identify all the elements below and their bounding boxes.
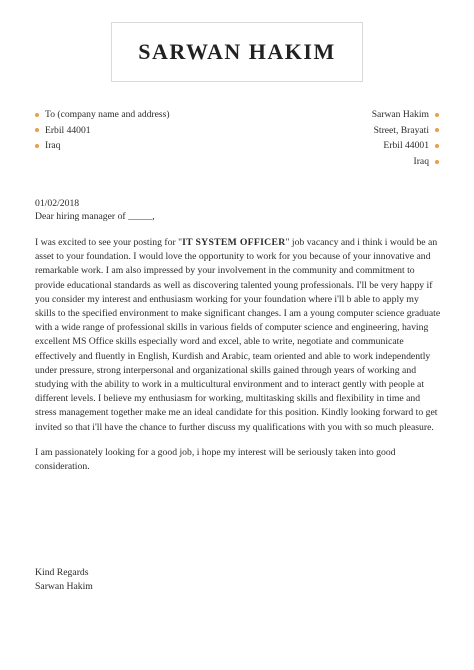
signature-name: Sarwan Hakim (35, 581, 93, 593)
letter-date: 01/02/2018 (35, 198, 80, 209)
bullet-dot-icon (435, 144, 439, 148)
signoff: Kind Regards (35, 567, 89, 578)
letter-signoff-block (35, 566, 441, 594)
bullet-dot-icon (35, 128, 39, 132)
bullet-dot-icon (435, 160, 439, 164)
letter-paragraph-closing: I am passionately looking for a good job, i hope my interest will be seriously taken into good consideration. (35, 447, 396, 473)
sender-line (372, 138, 439, 154)
recipient-line (35, 123, 170, 139)
sender-street: Street, Brayati (373, 124, 429, 136)
name-header (111, 22, 363, 82)
recipient-country: Iraq (45, 140, 61, 152)
recipient-line (35, 138, 170, 154)
sender-address (372, 107, 439, 169)
applicant-name: SARWAN HAKIM (138, 39, 336, 64)
sender-line (372, 123, 439, 139)
sender-city: Erbil 44001 (383, 140, 429, 152)
bullet-dot-icon (35, 113, 39, 117)
sender-line (372, 107, 439, 123)
recipient-line (35, 107, 170, 123)
paragraph-text: I was excited to see your posting for " (35, 237, 183, 248)
bullet-dot-icon (435, 128, 439, 132)
recipient-city: Erbil 44001 (45, 124, 91, 136)
recipient-company: To (company name and address) (45, 109, 170, 120)
letter-greeting: Dear hiring manager of _____, (35, 211, 155, 222)
paragraph-text: " job vacancy and i think i would be an asset to your foundation. I would love the opportunity to work for you because of your innovative and remarkable work. I am also impressed by your involvement in the community and commitment to provide educational standards as well as discovering talented young professionals. I'll be very happy if you consider my interest and enthusiasm working for your foundation where i'll b able to apply my skills to the specified environment to make significant changes. I am a young computer science graduate with a wide range of professional skills in various fields of computer science and engineering, having excellent MS Office skills especially word and excel, able to write, negotiate and communicate effectively and fluently in English, Kurdish and Arabic, team oriented and able to work independently under pressure, strong interpersonal and organizational skills gained through years of working and studying with the ability to work in a multicultural environment and to interact gently with people at different levels. I believe my enthusiasm for working, multitasking skills and flexibility in time and stress management together make me an ideal candidate for this position. Kindly looking forward to get invited so that i'll have the chance to further discuss my qualifications with you with so much pleasure. (35, 237, 441, 433)
recipient-address (35, 107, 170, 154)
bullet-dot-icon (435, 113, 439, 117)
sender-name: Sarwan Hakim (371, 109, 429, 120)
position-title: IT SYSTEM OFFICER (182, 237, 286, 248)
sender-country: Iraq (413, 155, 429, 167)
bullet-dot-icon (35, 144, 39, 148)
letter-paragraph-main (35, 236, 441, 435)
sender-line (372, 154, 439, 170)
